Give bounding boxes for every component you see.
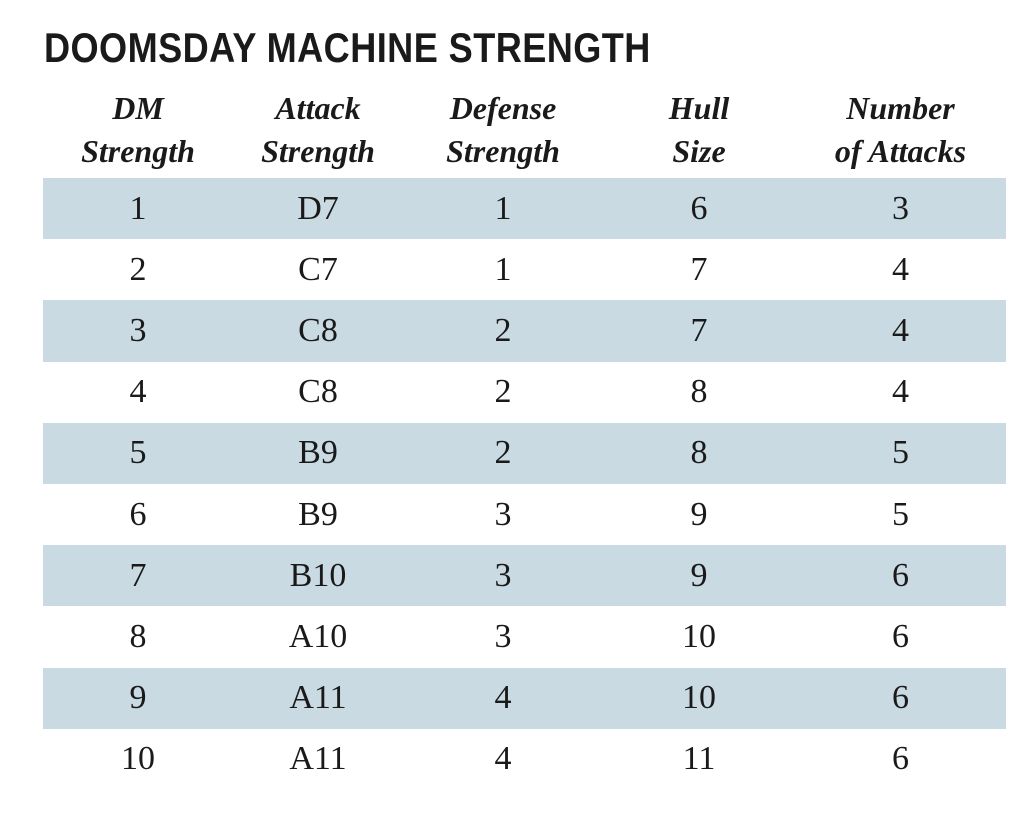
table-row	[43, 362, 1006, 423]
cell-defense-strength: 2	[494, 434, 512, 472]
cell-number-of-attacks: 4	[892, 250, 909, 288]
cell-number-of-attacks: 6	[892, 679, 909, 717]
cell-dm-strength: 8	[129, 617, 147, 655]
page-title: DOOMSDAY MACHINE STRENGTH	[44, 24, 651, 71]
cell-defense-strength: 3	[494, 617, 512, 655]
table-row	[43, 668, 1006, 729]
strength-table	[43, 82, 1006, 790]
cell-attack-strength: A10	[288, 617, 348, 655]
table-header-row	[43, 82, 1006, 178]
cell-dm-strength: 2	[129, 250, 147, 288]
cell-defense-strength: 4	[494, 679, 512, 717]
cell-number-of-attacks: 4	[892, 373, 909, 411]
table-row	[43, 300, 1006, 361]
cell-attack-strength: A11	[289, 679, 347, 717]
cell-attack-strength: A11	[289, 740, 347, 778]
cell-defense-strength: 1	[494, 189, 512, 227]
cell-defense-strength: 2	[494, 373, 512, 411]
cell-dm-strength: 1	[129, 189, 147, 227]
cell-hull-size: 8	[690, 373, 708, 411]
cell-attack-strength: B9	[298, 434, 338, 472]
cell-attack-strength: D7	[297, 189, 339, 227]
cell-number-of-attacks: 5	[892, 495, 909, 533]
cell-defense-strength: 4	[494, 740, 512, 778]
header-number-of-attacks: Number of Attacks	[834, 90, 967, 169]
cell-hull-size: 9	[690, 556, 708, 594]
table-row	[43, 423, 1006, 484]
cell-dm-strength: 4	[129, 373, 147, 411]
table-row	[43, 239, 1006, 300]
table-row	[43, 545, 1006, 606]
cell-number-of-attacks: 6	[892, 740, 909, 778]
cell-number-of-attacks: 3	[892, 189, 909, 227]
cell-dm-strength: 3	[129, 311, 147, 349]
header-attack-strength: Attack Strength	[261, 90, 375, 169]
cell-hull-size: 10	[682, 617, 716, 655]
cell-dm-strength: 6	[129, 495, 147, 533]
table-row	[43, 606, 1006, 667]
table-row	[43, 484, 1006, 545]
cell-dm-strength: 9	[129, 679, 147, 717]
cell-number-of-attacks: 5	[892, 434, 909, 472]
cell-attack-strength: B10	[289, 556, 347, 594]
cell-number-of-attacks: 6	[892, 556, 909, 594]
cell-hull-size: 7	[690, 250, 708, 288]
cell-attack-strength: C8	[298, 311, 338, 349]
cell-hull-size: 11	[682, 740, 716, 778]
cell-hull-size: 9	[690, 495, 708, 533]
cell-dm-strength: 7	[129, 556, 147, 594]
cell-attack-strength: B9	[298, 495, 338, 533]
cell-hull-size: 7	[690, 311, 708, 349]
cell-defense-strength: 3	[494, 495, 512, 533]
cell-number-of-attacks: 6	[892, 617, 909, 655]
header-dm-strength: DM Strength	[81, 90, 195, 169]
cell-attack-strength: C7	[298, 250, 338, 288]
cell-hull-size: 6	[690, 189, 708, 227]
cell-defense-strength: 3	[494, 556, 512, 594]
table-row	[43, 178, 1006, 239]
cell-attack-strength: C8	[298, 373, 338, 411]
table-row	[43, 729, 1006, 790]
header-hull-size: Hull Size	[668, 90, 730, 169]
cell-defense-strength: 1	[494, 250, 512, 288]
cell-number-of-attacks: 4	[892, 311, 909, 349]
header-defense-strength: Defense Strength	[446, 90, 560, 169]
cell-hull-size: 10	[682, 679, 716, 717]
cell-dm-strength: 5	[129, 434, 147, 472]
cell-hull-size: 8	[690, 434, 708, 472]
cell-dm-strength: 10	[121, 740, 155, 778]
cell-defense-strength: 2	[494, 311, 512, 349]
